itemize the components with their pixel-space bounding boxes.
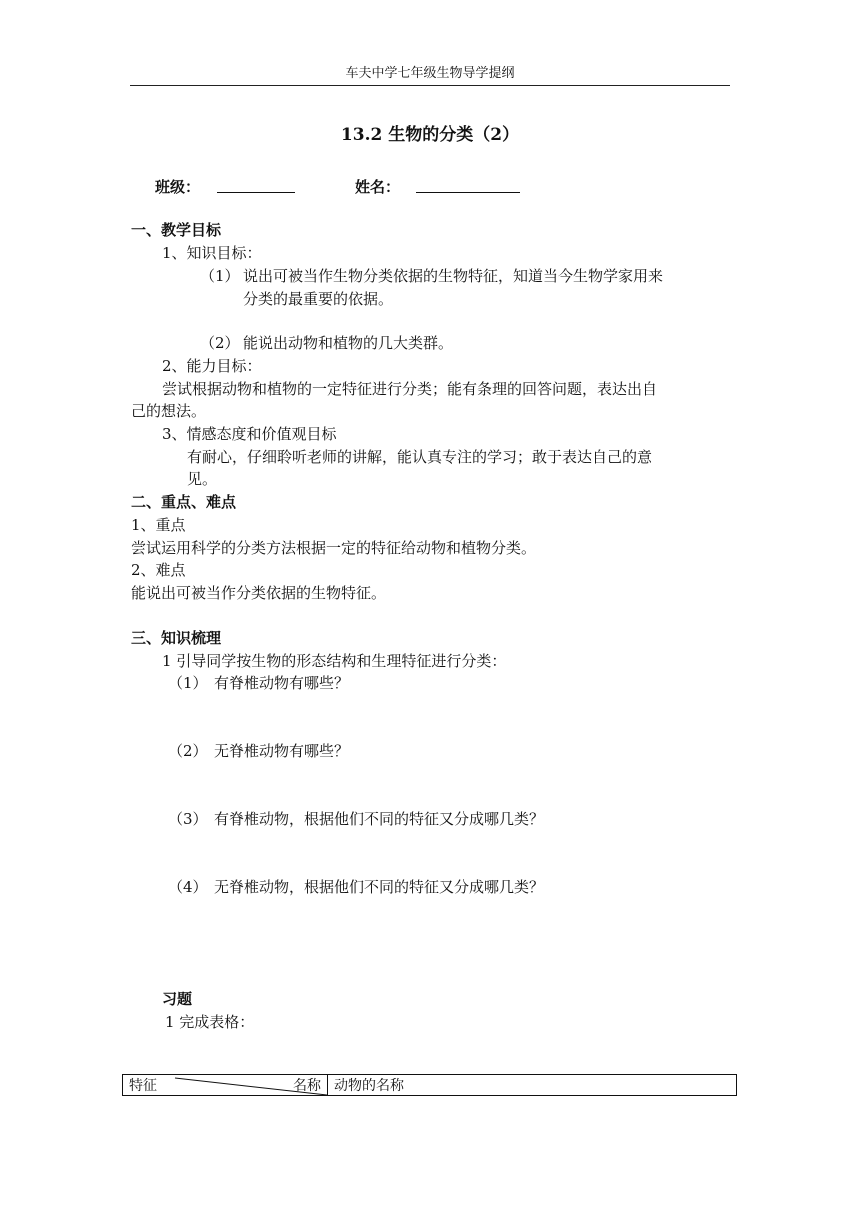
class-blank[interactable] <box>217 176 295 193</box>
emotion-objective-text: 有耐心，仔细聆听老师的讲解，能认真专注的学习；敢于表达自己的意 <box>187 448 653 466</box>
knowledge-intro: 1 引导同学按生物的形态结构和生理特征进行分类： <box>162 652 507 670</box>
exercises-heading: 习题 <box>162 990 193 1008</box>
corner-label-feature: 特征 <box>129 1078 157 1094</box>
question-number: （2） <box>168 742 208 760</box>
document-header: 车夫中学七年级生物导学提纲 <box>345 66 515 81</box>
objective-text: 能说出动物和植物的几大类群。 <box>243 334 454 352</box>
question-number: （3） <box>168 810 208 828</box>
ability-objective-text-continued: 己的想法。 <box>131 402 207 420</box>
section-heading-objectives: 一、教学目标 <box>131 221 222 239</box>
objective-number: （1） <box>200 267 240 285</box>
key-point-label: 1、重点 <box>131 516 186 534</box>
question-text: 有脊椎动物，根据他们不同的特征又分成哪几类？ <box>214 810 545 828</box>
knowledge-objective-label: 1、知识目标： <box>162 244 262 262</box>
exercise-item: 1 完成表格： <box>165 1013 255 1031</box>
objective-number: （2） <box>200 334 240 352</box>
page-title: 13.2 生物的分类（2） <box>340 125 520 145</box>
table-corner-cell <box>123 1075 328 1096</box>
difficulty-text: 能说出可被当作分类依据的生物特征。 <box>131 584 387 602</box>
corner-label-name: 名称 <box>293 1078 321 1094</box>
question-number: （4） <box>168 878 208 896</box>
question-text: 无脊椎动物，根据他们不同的特征又分成哪几类？ <box>214 878 545 896</box>
class-label: 班级： <box>155 178 201 196</box>
question-number: （1） <box>168 674 208 692</box>
emotion-objective-label: 3、情感态度和价值观目标 <box>162 425 337 443</box>
section-heading-key-points: 二、重点、难点 <box>131 493 237 511</box>
table-header-row <box>123 1075 737 1096</box>
question-text: 有脊椎动物有哪些？ <box>214 674 350 692</box>
header-rule <box>130 85 730 86</box>
emotion-objective-text-continued: 见。 <box>187 470 218 488</box>
ability-objective-label: 2、能力目标： <box>162 357 262 375</box>
difficulty-label: 2、难点 <box>131 561 186 579</box>
name-label: 姓名： <box>355 178 401 196</box>
section-heading-knowledge: 三、知识梳理 <box>131 629 222 647</box>
objective-text: 说出可被当作生物分类依据的生物特征，知道当今生物学家用来 <box>243 267 664 285</box>
name-blank[interactable] <box>416 176 520 193</box>
table-column-header: 动物的名称 <box>328 1075 737 1096</box>
key-point-text: 尝试运用科学的分类方法根据一定的特征给动物和植物分类。 <box>131 539 537 557</box>
ability-objective-text: 尝试根据动物和植物的一定特征进行分类；能有条理的回答问题，表达出自 <box>162 380 658 398</box>
question-text: 无脊椎动物有哪些？ <box>214 742 350 760</box>
animal-table <box>122 1074 737 1096</box>
objective-text-continued: 分类的最重要的依据。 <box>243 290 394 308</box>
